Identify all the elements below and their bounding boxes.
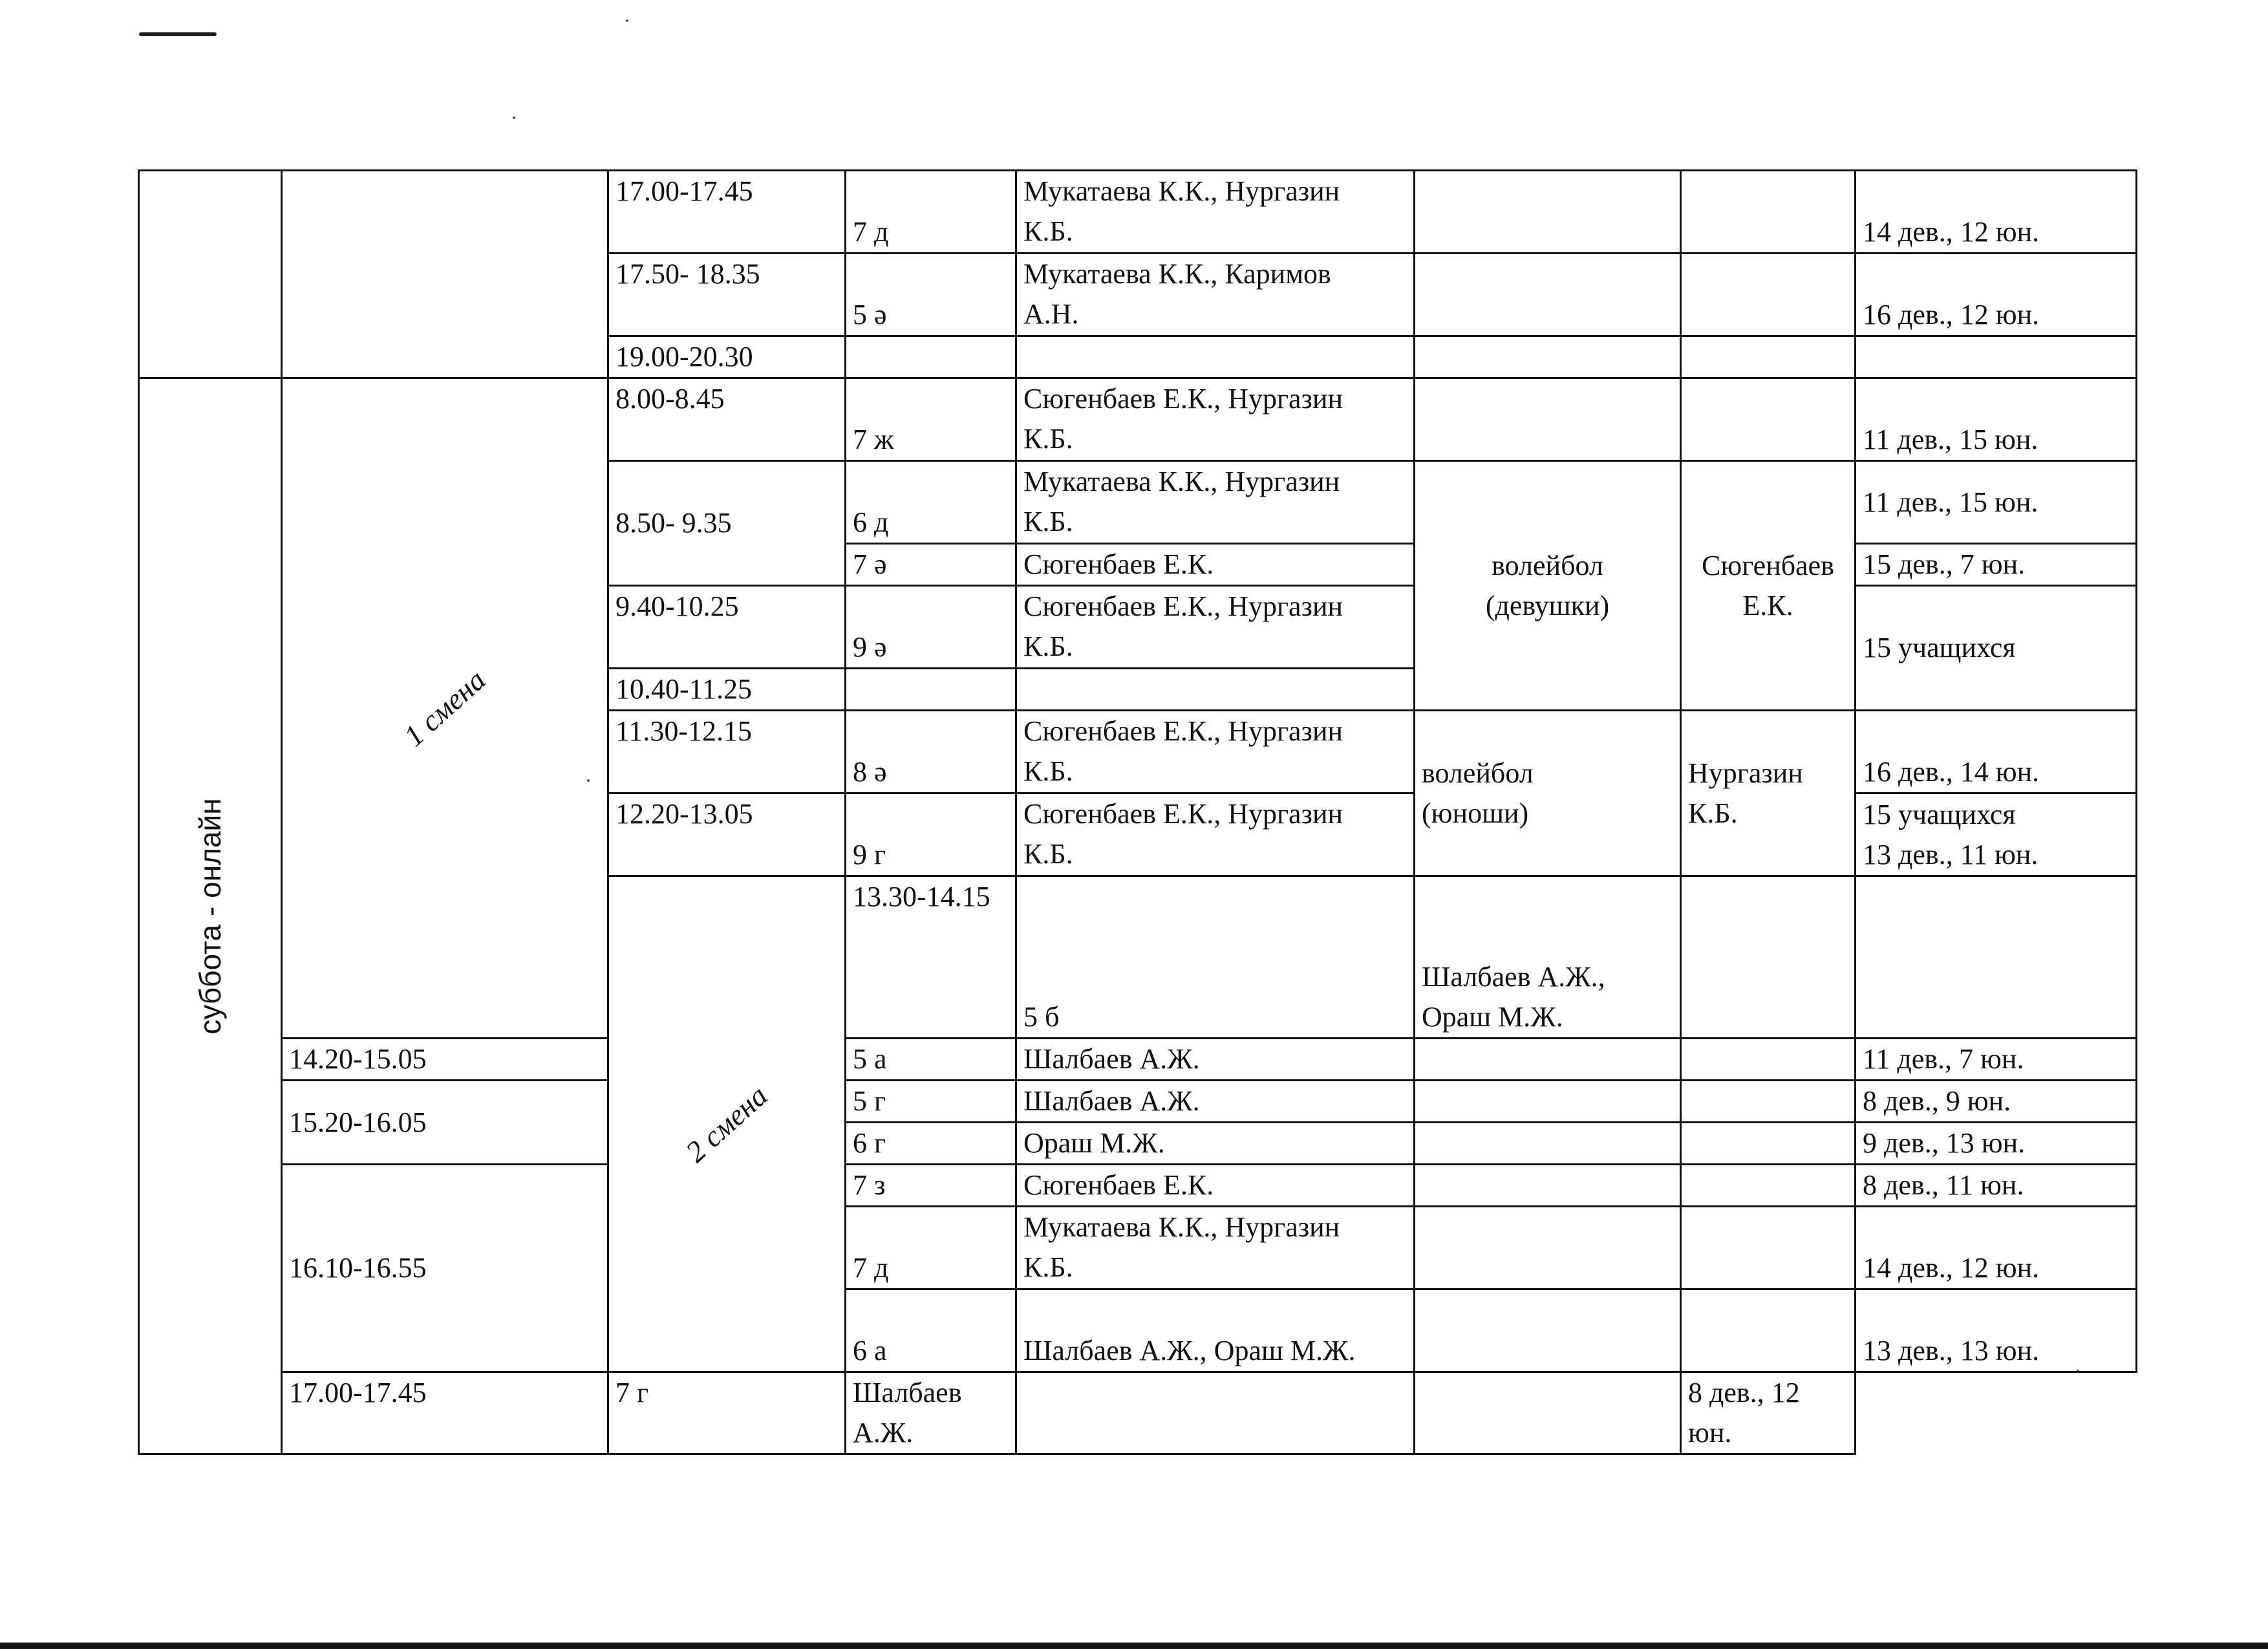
sport-cell bbox=[1681, 876, 1856, 1039]
count-cell: 8 дев., 9 юн. bbox=[1856, 1081, 2137, 1123]
time-cell: 13.30-14.15 bbox=[846, 876, 1016, 1039]
teacher-cell: Мукатаева К.К., Нургазин К.Б. bbox=[1016, 1207, 1415, 1289]
count-cell: 15 дев., 7 юн. bbox=[1856, 544, 2137, 586]
sport-cell bbox=[1415, 1081, 1681, 1123]
sport-cell bbox=[1415, 336, 1681, 378]
time-cell: 14.20-15.05 bbox=[282, 1039, 608, 1081]
time-cell: 16.10-16.55 bbox=[282, 1165, 608, 1372]
sport-cell bbox=[1415, 171, 1681, 253]
coach-cell bbox=[1681, 1289, 1856, 1372]
count-cell: 15 учащихся bbox=[1856, 586, 2137, 711]
teacher-cell: Мукатаева К.К., Нургазин К.Б. bbox=[1016, 461, 1415, 544]
class-cell: 9 ә bbox=[846, 586, 1016, 669]
teacher-cell: Ораш М.Ж. bbox=[1016, 1123, 1415, 1165]
time-cell: 15.20-16.05 bbox=[282, 1081, 608, 1165]
time-cell: 10.40-11.25 bbox=[608, 669, 846, 711]
count-cell: 15 учащихся 13 дев., 11 юн. bbox=[1856, 793, 2137, 876]
class-cell: 5 г bbox=[846, 1081, 1016, 1123]
class-cell: 7 д bbox=[846, 1207, 1016, 1289]
table-row bbox=[139, 378, 2137, 461]
table-row bbox=[139, 171, 2137, 253]
count-cell: 11 дев., 15 юн. bbox=[1856, 461, 2137, 544]
second-shift-cell bbox=[608, 876, 846, 1372]
scan-speck bbox=[513, 116, 515, 119]
count-cell: 14 дев., 12 юн. bbox=[1856, 1207, 2137, 1289]
teacher-cell: Шалбаев А.Ж. bbox=[846, 1372, 1016, 1454]
scan-speck bbox=[626, 19, 628, 22]
coach-cell bbox=[1681, 1081, 1856, 1123]
teacher-cell: Шалбаев А.Ж. bbox=[1016, 1039, 1415, 1081]
time-cell: 8.50- 9.35 bbox=[608, 461, 846, 586]
table-row bbox=[139, 1081, 2137, 1123]
sport-cell bbox=[1415, 253, 1681, 336]
sport-cell bbox=[1415, 1207, 1681, 1289]
time-cell: 9.40-10.25 bbox=[608, 586, 846, 669]
sport-cell-boys-volleyball: волейбол (юноши) bbox=[1415, 711, 1681, 876]
scan-mark bbox=[139, 32, 217, 36]
class-cell: 5 б bbox=[1016, 876, 1415, 1039]
coach-cell bbox=[1681, 171, 1856, 253]
teacher-cell: Мукатаева К.К., Нургазин К.Б. bbox=[1016, 171, 1415, 253]
class-cell: 7 ж bbox=[846, 378, 1016, 461]
time-cell: 17.00-17.45 bbox=[282, 1372, 608, 1454]
first-shift-label: 1 смена bbox=[397, 663, 492, 753]
shift-cell-previous bbox=[282, 171, 608, 378]
teacher-cell: Шалбаев А.Ж., Ораш М.Ж. bbox=[1016, 1289, 1415, 1372]
table-row bbox=[139, 1372, 2137, 1454]
teacher-cell: Шалбаев А.Ж. bbox=[1016, 1081, 1415, 1123]
coach-cell bbox=[1681, 1039, 1856, 1081]
teacher-cell bbox=[1016, 336, 1415, 378]
first-shift-cell bbox=[282, 378, 608, 1039]
teacher-cell: Сюгенбаев Е.К. bbox=[1016, 544, 1415, 586]
teacher-cell: Мукатаева К.К., Каримов А.Н. bbox=[1016, 253, 1415, 336]
count-cell: 11 дев., 7 юн. bbox=[1856, 1039, 2137, 1081]
time-cell: 11.30-12.15 bbox=[608, 711, 846, 793]
second-shift-label: 2 смена bbox=[679, 1079, 774, 1169]
class-cell bbox=[846, 669, 1016, 711]
class-cell: 7 ә bbox=[846, 544, 1016, 586]
sport-cell bbox=[1415, 1165, 1681, 1207]
sport-cell bbox=[1415, 1289, 1681, 1372]
sport-cell-girls-volleyball: волейбол (девушки) bbox=[1415, 461, 1681, 711]
count-cell: 8 дев., 11 юн. bbox=[1856, 1165, 2137, 1207]
day-label: суббота - онлайн bbox=[193, 797, 227, 1035]
sport-cell bbox=[1415, 1123, 1681, 1165]
teacher-cell: Сюгенбаев Е.К., Нургазин К.Б. bbox=[1016, 586, 1415, 669]
count-cell: 8 дев., 12 юн. bbox=[1681, 1372, 1856, 1454]
coach-cell bbox=[1681, 1165, 1856, 1207]
class-cell: 6 а bbox=[846, 1289, 1016, 1372]
count-cell: 9 дев., 13 юн. bbox=[1856, 1123, 2137, 1165]
teacher-cell: Сюгенбаев Е.К., Нургазин К.Б. bbox=[1016, 378, 1415, 461]
schedule-table bbox=[138, 169, 2137, 1455]
coach-cell bbox=[1856, 876, 2137, 1039]
class-cell: 5 ә bbox=[846, 253, 1016, 336]
coach-cell bbox=[1681, 1123, 1856, 1165]
count-cell bbox=[1856, 336, 2137, 378]
coach-cell bbox=[1681, 1207, 1856, 1289]
coach-cell bbox=[1415, 1372, 1681, 1454]
class-cell: 7 д bbox=[846, 171, 1016, 253]
teacher-cell: Сюгенбаев Е.К., Нургазин К.Б. bbox=[1016, 711, 1415, 793]
time-cell: 8.00-8.45 bbox=[608, 378, 846, 461]
coach-cell bbox=[1681, 336, 1856, 378]
teacher-cell: Сюгенбаев Е.К., Нургазин К.Б. bbox=[1016, 793, 1415, 876]
class-cell bbox=[846, 336, 1016, 378]
class-cell: 8 ә bbox=[846, 711, 1016, 793]
time-cell: 17.00-17.45 bbox=[608, 171, 846, 253]
count-cell: 11 дев., 15 юн. bbox=[1856, 378, 2137, 461]
coach-cell bbox=[1681, 253, 1856, 336]
class-cell: 5 а bbox=[846, 1039, 1016, 1081]
sport-cell bbox=[1016, 1372, 1415, 1454]
page-bottom-edge bbox=[0, 1643, 2268, 1649]
class-cell: 7 г bbox=[608, 1372, 846, 1454]
coach-cell bbox=[1681, 378, 1856, 461]
time-cell: 19.00-20.30 bbox=[608, 336, 846, 378]
count-cell: 16 дев., 14 юн. bbox=[1856, 711, 2137, 793]
day-cell-previous bbox=[139, 171, 282, 378]
table-row bbox=[139, 1039, 2137, 1081]
time-cell: 17.50- 18.35 bbox=[608, 253, 846, 336]
class-cell: 6 г bbox=[846, 1123, 1016, 1165]
count-cell: 13 дев., 13 юн. bbox=[1856, 1289, 2137, 1372]
coach-cell-girls-volleyball: Сюгенбаев Е.К. bbox=[1681, 461, 1856, 711]
class-cell: 9 г bbox=[846, 793, 1016, 876]
time-cell: 12.20-13.05 bbox=[608, 793, 846, 876]
class-cell: 6 д bbox=[846, 461, 1016, 544]
teacher-cell: Сюгенбаев Е.К. bbox=[1016, 1165, 1415, 1207]
teacher-cell bbox=[1016, 669, 1415, 711]
sport-cell bbox=[1415, 1039, 1681, 1081]
count-cell: 14 дев., 12 юн. bbox=[1856, 171, 2137, 253]
teacher-cell: Шалбаев А.Ж., Ораш М.Ж. bbox=[1415, 876, 1681, 1039]
coach-cell-boys-volleyball: Нургазин К.Б. bbox=[1681, 711, 1856, 876]
day-label-cell bbox=[139, 378, 282, 1454]
sport-cell bbox=[1415, 378, 1681, 461]
table-row bbox=[139, 1165, 2137, 1207]
count-cell: 16 дев., 12 юн. bbox=[1856, 253, 2137, 336]
class-cell: 7 з bbox=[846, 1165, 1016, 1207]
